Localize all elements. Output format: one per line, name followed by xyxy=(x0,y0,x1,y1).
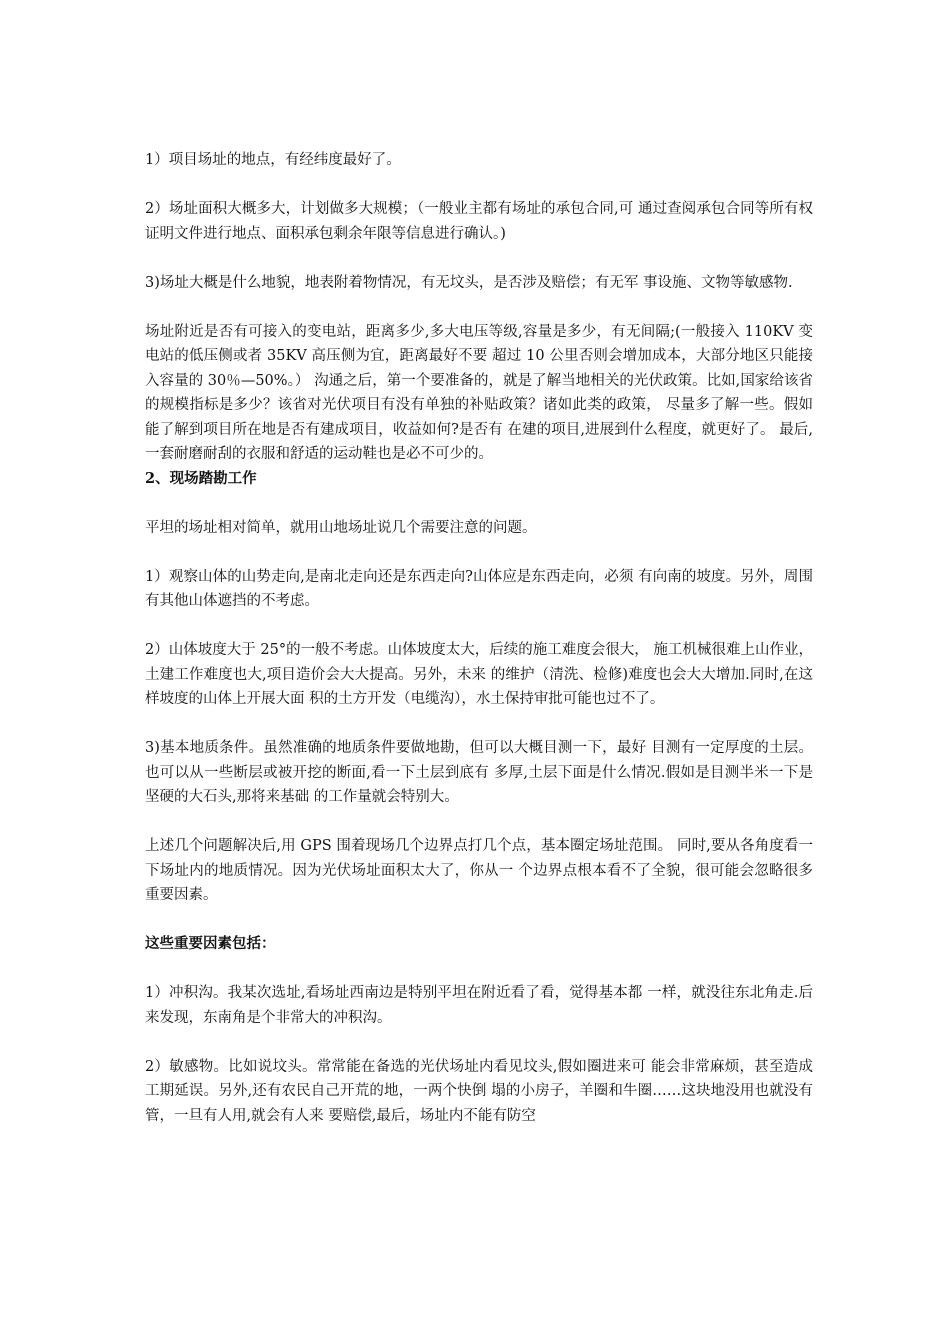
paragraph-flat-vs-mountain: 平坦的场址相对简单，就用山地场址说几个需要注意的问题。 xyxy=(145,519,537,536)
paragraph-mountain-orientation: 1）观察山体的山势走向,是南北走向还是东西走向?山体应是东西走向，必须 有向南的坡度。另外，周围有其他山体遮挡的不考虑。 xyxy=(145,568,813,609)
subheading-important-factors: 这些重要因素包括： xyxy=(145,935,276,952)
document-page xyxy=(145,148,813,1153)
paragraph-alluvial-gully: 1）冲积沟。我某次选址,看场址西南边是特别平坦在附近看了看，觉得基本都 一样，就没往东北角走.后来发现，东南角是个非常大的冲积沟。 xyxy=(145,985,813,1026)
paragraph-gps-boundary: 上述几个问题解决后,用 GPS 围着现场几个边界点打几个点，基本圈定场址范围。 同时,要从各角度看一下场址内的地质情况。因为光伏场址面积太大了，你从一 个边界点根本看不了全貌，很可能会忽略很多重要因素。 xyxy=(145,838,813,903)
paragraph-sensitive-objects: 2）敏感物。比如说坟头。常常能在备选的光伏场址内看见坟头,假如圈进来可 能会非常麻烦，甚至造成工期延误。另外,还有农民自己开荒的地，一两个快倒 塌的小房子，羊圈和牛圈……这块地没用也就没有管，一旦有人用,就会有人来 要赔偿,最后，场址内不能有防空 xyxy=(145,1058,813,1124)
paragraph-site-terrain: 3)场址大概是什么地貌，地表附着物情况，有无坟头，是否涉及赔偿；有无军 事设施、文物等敏感物. xyxy=(145,274,793,291)
paragraph-substation-and-policy: 场址附近是否有可接入的变电站，距离多少,多大电压等级,容量是多少，有无间隔;(一般接入 110KV 变电站的低压侧或者 35KV 高压侧为宜，距离最好不要 超过 10 公里否则会增加成本，大部分地区只能接入容量的 30％—50%。） 沟通之后，第一个要准备的，就是了解当地相关的光伏政策。比如,国家给该省 的规模指标是多少？该省对光伏项目有没有单独的补贴政策？诸如此类的政策， 尽量多了解一些。假如能了解到项目所在地是否有建成项目，收益如何?是否有 在建的项目,进展到什么程度，就更好了。 最后,一套耐磨耐刮的衣服和舒适的运动鞋也是必不可少的。 xyxy=(145,323,813,462)
paragraph-geology: 3)基本地质条件。虽然准确的地质条件要做地勘，但可以大概目测一下，最好 目测有一定厚度的土层。也可以从一些断层或被开挖的断面,看一下土层到底有 多厚,土层下面是什么情况.假如是目测半米一下是坚硬的大石头,那将来基础 的工作量就会特别大。 xyxy=(145,740,813,805)
section-heading-site-survey: 2、现场踏勘工作 xyxy=(145,469,257,487)
paragraph-site-area: 2）场址面积大概多大，计划做多大规模；（一般业主都有场址的承包合同,可 通过查阅承包合同等所有权证明文件进行地点、面积承包剩余年限等信息进行确认。) xyxy=(145,201,813,242)
paragraph-slope: 2）山体坡度大于 25°的一般不考虑。山体坡度太大，后续的施工难度会很大， 施工机械很难上山作业，土建工作难度也大,项目造价会大大提高。另外，未来 的维护（清洗、检修)难度也会大大增加.同时,在这样坡度的山体上开展大面 积的土方开发（电缆沟），水土保持审批可能也过不了。 xyxy=(145,642,813,707)
paragraph-site-location: 1）项目场址的地点，有经纬度最好了。 xyxy=(145,152,401,168)
